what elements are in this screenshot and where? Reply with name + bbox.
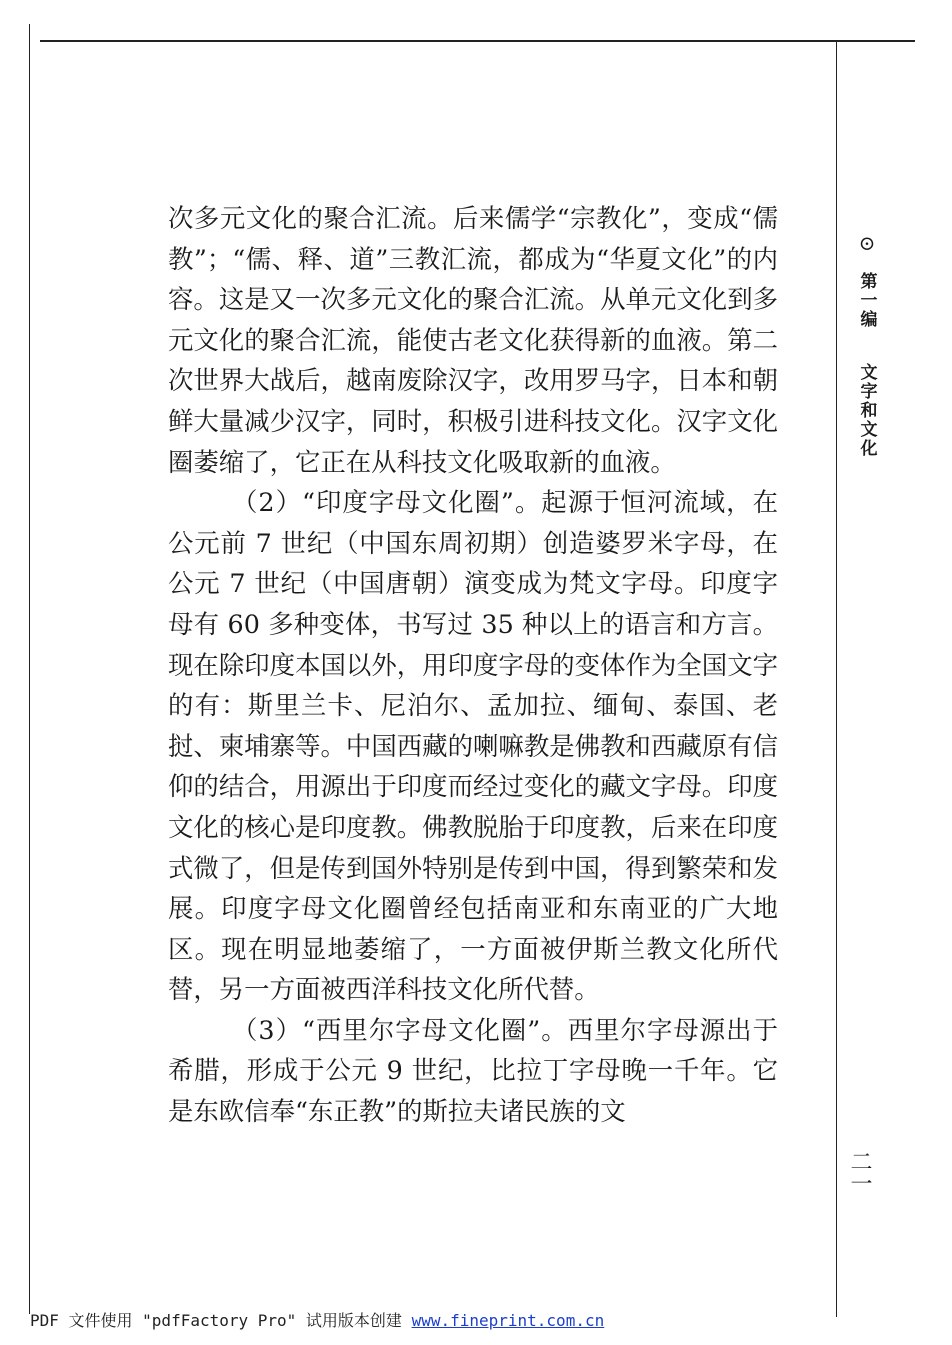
- section-title: 文字和文化: [856, 362, 877, 458]
- part-title: 第一编: [856, 271, 877, 329]
- body-text: [168, 198, 778, 1132]
- left-border-line: [29, 24, 30, 1314]
- paragraph-2: （2）“印度字母文化圈”。起源于恒河流域，在公元前 7 世纪（中国东周初期）创造婆罗米字母，在公元 7 世纪（中国唐朝）演变成为梵文字母。印度字母有 60 多种变体，书写过 35 种以上的语言和方言。现在除印度本国以外，用印度字母的变体作为全国文字的有：斯里兰卡、尼泊尔、孟加拉、缅甸、泰国、老挝、柬埔寨等。中国西藏的喇嘛教是佛教和西藏原有信仰的结合，用源出于印度而经过变化的藏文字母。印度文化的核心是印度教。佛教脱胎于印度教，后来在印度式微了，但是传到国外特别是传到中国，得到繁荣和发展。印度字母文化圈曾经包括南亚和东南亚的广大地区。现在明显地萎缩了，一方面被伊斯兰教文化所代替，另一方面被西洋科技文化所代替。: [168, 487, 778, 1005]
- paragraph-1: 次多元文化的聚合汇流。后来儒学“宗教化”，变成“儒教”；“儒、释、道”三教汇流，都成为“华夏文化”的内容。这是又一次多元文化的聚合汇流。从单元文化到多元文化的聚合汇流，能使古老文化获得新的血液。第二次世界大战后，越南废除汉字，改用罗马字，日本和朝鲜大量减少汉字，同时，积极引进科技文化。汉字文化圈萎缩了，它正在从科技文化吸取新的血液。: [168, 203, 778, 477]
- footer-link[interactable]: www.fineprint.com.cn: [411, 1311, 605, 1330]
- pdf-footer: [30, 1308, 604, 1331]
- top-border-line: [40, 40, 915, 42]
- footer-text: PDF 文件使用 "pdfFactory Pro" 试用版本创建: [30, 1311, 412, 1330]
- circle-dot-icon: ⊙: [858, 231, 876, 255]
- running-header: [850, 232, 884, 460]
- paragraph-3: （3）“西里尔字母文化圈”。西里尔字母源出于希腊，形成于公元 9 世纪，比拉丁字母晚一千年。它是东欧信奉“东正教”的斯拉夫诸民族的文: [168, 1014, 778, 1127]
- page-number: 二一: [847, 1150, 872, 1194]
- margin-divider-line: [836, 42, 837, 1317]
